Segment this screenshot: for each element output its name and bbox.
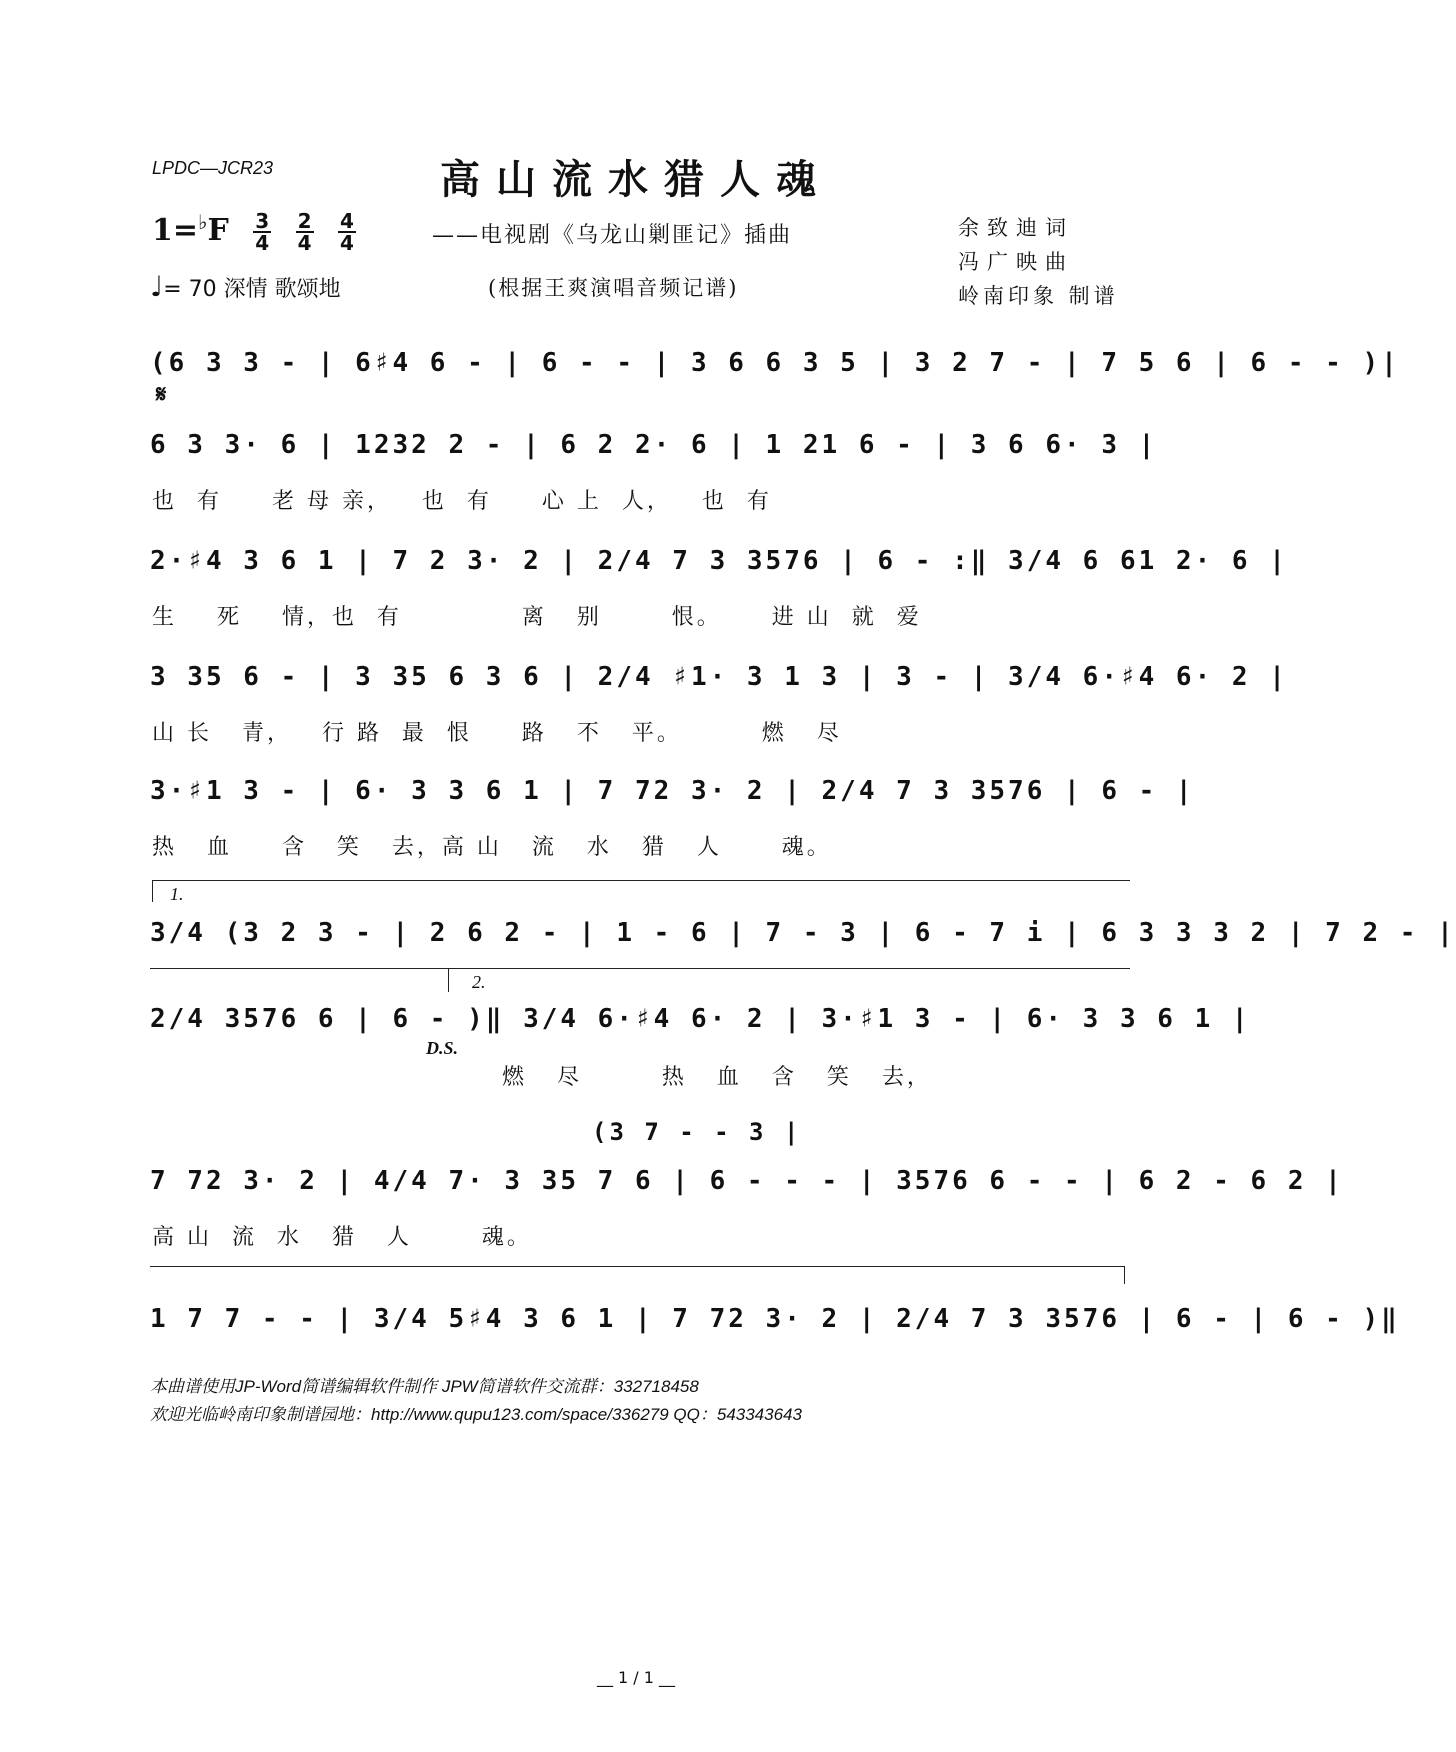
lyric-line-1: 也 有 老 母 亲， 也 有 心 上 人， 也 有: [152, 489, 772, 514]
score-row-1: 6 3 3· 6 | 1232 2 - | 6 2 2· 6 | 1 21 6 - | 3 6 6· 3 |: [150, 430, 1158, 460]
arranger-credit: 岭南印象 制谱: [958, 284, 1119, 308]
lyric-line-4: 热 血 含 笑 去，高 山 流 水 猎 人 魂。: [152, 835, 832, 860]
tempo-text: = 70 深情 歌颂地: [163, 277, 341, 302]
footer-line-2: 欢迎光临岭南印象制谱园地：http://www.qupu123.com/space/336279 QQ：543343643: [150, 1405, 802, 1424]
score-row-intro: (6 3 3 - | 6♯4 6 - | 6 - - | 3 6 6 3 5 | 3 2 7 - | 7 5 6 | 6 - - )|: [150, 348, 1400, 378]
score-row-3: 3 35 6 - | 3 35 6 3 6 | 2/4 ♯1· 3 1 3 | 3 - | 3/4 6·♯4 6· 2 |: [150, 662, 1288, 692]
composer-credit: 冯广映曲: [958, 250, 1074, 274]
flat-sign: ♭: [198, 210, 208, 234]
segno-sign: 𝄋: [156, 380, 167, 408]
lyric-line-3: 山 长 青， 行 路 最 恨 路 不 平。 燃 尽: [152, 721, 842, 746]
key-note: F: [207, 213, 229, 248]
time-signature-4-4: $\frac{4}{4}$: [339, 209, 354, 255]
lyric-line-6: 高 山 流 水 猎 人 魂。: [152, 1225, 532, 1250]
score-row-8: 1 7 7 - - | 3/4 5♯4 3 6 1 | 7 72 3· 2 | 2/4 7 3 3576 | 6 - | 6 - )‖: [150, 1304, 1400, 1334]
score-accompaniment: (3 7 - - 3 |: [592, 1118, 802, 1146]
volta-1-bracket: [152, 880, 1130, 881]
footer-line-1: 本曲谱使用JP-Word简谱编辑软件制作 JPW简谱软件交流群：332718458: [150, 1377, 699, 1396]
score-row-6: 2/4 3576 6 | 6 - )‖ 3/4 6·♯4 6· 2 | 3·♯1 3 - | 6· 3 3 6 1 |: [150, 1004, 1251, 1034]
score-row-7: 7 72 3· 2 | 4/4 7· 3 35 7 6 | 6 - - - | 3576 6 - - | 6 2 - 6 2 |: [150, 1166, 1344, 1196]
dal-segno-marking: D.S.: [426, 1038, 459, 1058]
tempo-marking: [150, 270, 341, 303]
subtitle: ——电视剧《乌龙山剿匪记》插曲: [432, 223, 793, 248]
volta-bracket-line: [150, 968, 1130, 969]
score-row-4: 3·♯1 3 - | 6· 3 3 6 1 | 7 72 3· 2 | 2/4 7 3 3576 | 6 - |: [150, 776, 1195, 806]
volta-2-label: 2.: [472, 972, 486, 992]
transcription-note: (根据王爽演唱音频记谱): [488, 276, 739, 300]
score-code: LPDC—JCR23: [152, 158, 274, 178]
score-row-2: 2·♯4 3 6 1 | 7 2 3· 2 | 2/4 7 3 3576 | 6 - :‖ 3/4 6 61 2· 6 |: [150, 546, 1288, 576]
page-title: 高山流水猎人魂: [440, 156, 832, 203]
lyric-line-2: 生 死 情，也 有 离 别 恨。 进 山 就 爱: [152, 605, 922, 630]
volta-1-bracket-edge: [152, 880, 153, 902]
key-prefix: 1=: [152, 213, 199, 248]
lyricist-credit: 余致迪词: [958, 216, 1074, 240]
volta-2-bracket-edge: [448, 968, 449, 992]
volta-1-label: 1.: [170, 884, 184, 904]
ending-bracket-edge: [1124, 1266, 1125, 1284]
ending-bracket-line: [150, 1266, 1124, 1267]
quarter-note-icon: ♩: [150, 270, 164, 303]
score-row-5: 3/4 (3 2 3 - | 2 6 2 - | 1 - 6 | 7 - 3 | 6 - 7 i | 6 3 3 3 2 | 7 2 - |: [150, 918, 1456, 948]
key-signature: [152, 210, 356, 253]
page-number: __ 1 / 1 __: [596, 1668, 676, 1687]
lyric-line-5: 燃 尽 热 血 含 笑 去，: [502, 1065, 932, 1090]
time-signature-3-4: $\frac{3}{4}$: [255, 209, 270, 255]
time-signature-2-4: $\frac{2}{4}$: [297, 209, 312, 255]
